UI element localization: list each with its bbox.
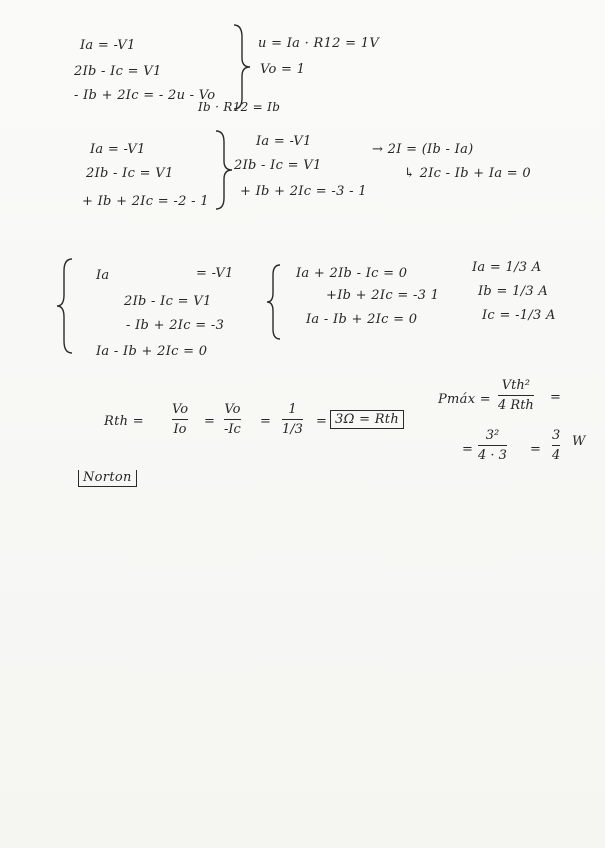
- eq-line: Ia = -V1: [90, 142, 146, 157]
- eq-line: +Ib + 2Ic = -3 1: [326, 288, 440, 303]
- eq-line: → 2I = (Ib - Ia): [372, 142, 474, 157]
- rth-label: Rth =: [104, 414, 144, 429]
- fraction-denominator: 1/3: [282, 422, 303, 437]
- equals-sign: =: [316, 414, 328, 429]
- equals-sign: =: [260, 414, 272, 429]
- result-line: Ib = 1/3 A: [478, 284, 549, 299]
- eq-line: 2Ib - Ic = V1: [86, 166, 174, 181]
- fraction: [282, 402, 303, 437]
- fraction-numerator: 1: [288, 402, 297, 417]
- eq-line: 2Ib - Ic = V1: [124, 294, 212, 309]
- eq-line: Ia = -V1: [256, 134, 312, 149]
- equals-sign: =: [462, 442, 474, 457]
- equals-sign: =: [550, 390, 562, 405]
- eq-line: Ia: [96, 268, 110, 283]
- eq-line: + Ib + 2Ic = -2 - 1: [82, 194, 209, 209]
- eq-line: 2Ib - Ic = V1: [74, 64, 162, 79]
- right-brace: [210, 128, 236, 212]
- fraction-denominator: Io: [173, 422, 187, 437]
- fraction-numerator: Vo: [172, 402, 189, 417]
- eq-line: Ia - Ib + 2Ic = 0: [306, 312, 418, 327]
- right-brace: [228, 22, 254, 112]
- fraction-denominator: 4 Rth: [498, 398, 534, 413]
- eq-line: = -V1: [196, 266, 234, 281]
- rth-result-box: 3Ω = Rth: [330, 410, 404, 429]
- fraction-numerator: Vth²: [501, 378, 530, 393]
- result-line: Ic = -1/3 A: [482, 308, 556, 323]
- fraction-denominator: 4: [552, 448, 561, 463]
- fraction-numerator: 3²: [485, 428, 500, 443]
- eq-line: Ia - Ib + 2Ic = 0: [96, 344, 208, 359]
- eq-line: Ia = -V1: [80, 38, 136, 53]
- eq-line: + Ib + 2Ic = -3 - 1: [240, 184, 367, 199]
- fraction-denominator: 4 · 3: [478, 448, 507, 463]
- fraction: [552, 428, 560, 463]
- fraction-numerator: 3: [552, 428, 561, 443]
- note-line: Ib · R12 = Ib: [198, 100, 281, 114]
- fraction: [172, 402, 188, 437]
- fraction: [498, 378, 534, 413]
- eq-line: 2Ib - Ic = V1: [234, 158, 322, 173]
- fraction-numerator: Vo: [224, 402, 241, 417]
- left-brace: [264, 262, 286, 342]
- eq-line: Ia + 2Ib - Ic = 0: [296, 266, 408, 281]
- equals-sign: =: [204, 414, 216, 429]
- fraction: [478, 428, 507, 463]
- unit-label: W: [572, 434, 586, 449]
- pmax-label: Pmáx =: [438, 392, 491, 407]
- left-brace: [54, 256, 78, 356]
- eq-line: ↳ 2Ic - Ib + Ia = 0: [404, 166, 531, 181]
- norton-label: Norton: [78, 470, 137, 487]
- eq-line: u = Ia · R12 = 1V: [258, 36, 380, 51]
- fraction-denominator: -Ic: [224, 422, 241, 437]
- eq-line: - Ib + 2Ic = - 2u - Vo: [74, 88, 216, 103]
- fraction: [224, 402, 241, 437]
- equals-sign: =: [530, 442, 542, 457]
- eq-line: Vo = 1: [260, 62, 306, 77]
- eq-line: - Ib + 2Ic = -3: [126, 318, 225, 333]
- result-line: Ia = 1/3 A: [472, 260, 542, 275]
